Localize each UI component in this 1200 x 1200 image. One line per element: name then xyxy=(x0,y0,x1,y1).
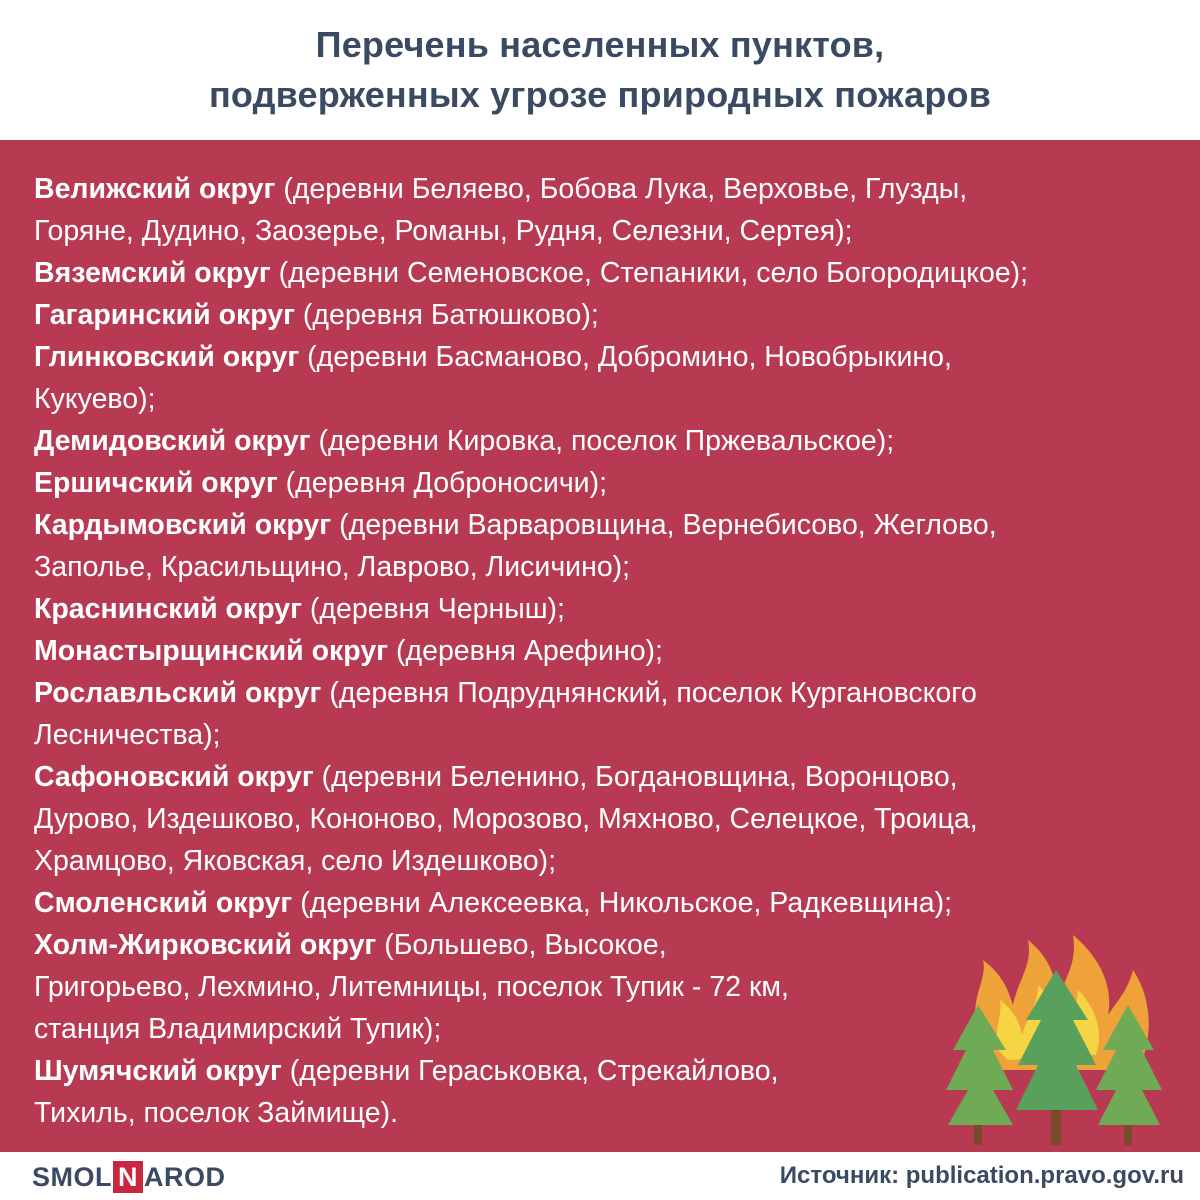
district-entry xyxy=(34,588,1184,630)
entry-line xyxy=(34,378,1184,420)
entry-line xyxy=(34,588,1184,630)
content-panel xyxy=(0,140,1200,1152)
settlement-names: Горяне, Дудино, Заозерье, Романы, Рудня, Селезни, Сертея); xyxy=(34,215,853,247)
settlement-names: (деревни Гераськовка, Стрекайлово, xyxy=(289,1055,779,1087)
settlement-names: Кукуево); xyxy=(34,383,156,415)
source-credit: Источник: publication.pravo.gov.ru xyxy=(779,1162,1184,1189)
entry-line xyxy=(34,756,1184,798)
district-name: Рославльский округ xyxy=(34,677,322,709)
district-entry xyxy=(34,168,1184,252)
smolnarod-logo[interactable] xyxy=(32,1161,226,1193)
district-name: Краснинский округ xyxy=(34,593,302,625)
settlement-names: станция Владимирский Тупик); xyxy=(34,1013,442,1045)
district-entry xyxy=(34,420,1184,462)
district-name: Сафоновский округ xyxy=(34,761,314,793)
district-entry xyxy=(34,462,1184,504)
district-name: Холм-Жирковский округ xyxy=(34,929,377,961)
settlement-names: Заполье, Красильщино, Лаврово, Лисичино); xyxy=(34,551,631,583)
district-name: Монастырщинский округ xyxy=(34,635,389,667)
district-entry xyxy=(34,672,1184,756)
entry-line xyxy=(34,252,1184,294)
entry-line xyxy=(34,420,1184,462)
settlement-names: (деревни Беляево, Бобова Лука, Верховье, Глузды, xyxy=(283,173,968,205)
district-name: Велижский округ xyxy=(34,173,276,205)
settlement-names: (деревни Беленино, Богдановщина, Воронцово, xyxy=(321,761,958,793)
district-name: Демидовский округ xyxy=(34,425,311,457)
district-name: Шумячский округ xyxy=(34,1055,282,1087)
settlement-names: Лесничества); xyxy=(34,719,221,751)
entry-line xyxy=(34,630,1184,672)
settlement-names: (деревня Подруднянский, поселок Кургановского xyxy=(329,677,977,709)
title-line-1: Перечень населенных пунктов, xyxy=(315,24,885,65)
district-name: Глинковский округ xyxy=(34,341,300,373)
settlement-names: Храмцово, Яковская, село Издешково); xyxy=(34,845,557,877)
settlement-names: (деревни Семеновское, Степаники, село Богородицкое); xyxy=(278,257,1029,289)
entry-line xyxy=(34,672,1184,714)
entry-line xyxy=(34,546,1184,588)
settlement-names: (Большево, Высокое, xyxy=(384,929,667,961)
entry-line xyxy=(34,168,1184,210)
district-name: Смоленский округ xyxy=(34,887,293,919)
settlement-names: (деревни Басманово, Добромино, Новобрыкино, xyxy=(307,341,952,373)
entry-line xyxy=(34,336,1184,378)
settlement-names: Дурово, Издешково, Кононово, Морозово, Мяхново, Селецкое, Троица, xyxy=(34,803,978,835)
logo-n-mark: N xyxy=(113,1161,143,1193)
entry-line xyxy=(34,840,1184,882)
settlement-names: (деревни Кировка, поселок Пржевальское); xyxy=(318,425,895,457)
entry-line xyxy=(34,714,1184,756)
settlement-names: (деревни Варваровщина, Вернебисово, Жеглово, xyxy=(339,509,997,541)
district-entry xyxy=(34,756,1184,882)
entry-line xyxy=(34,210,1184,252)
entry-line xyxy=(34,462,1184,504)
entry-line xyxy=(34,294,1184,336)
district-entry xyxy=(34,336,1184,420)
district-entry xyxy=(34,504,1184,588)
entry-line xyxy=(34,798,1184,840)
district-name: Кардымовский округ xyxy=(34,509,332,541)
district-entry xyxy=(34,294,1184,336)
settlement-names: (деревни Алексеевка, Никольское, Радкевщина); xyxy=(300,887,953,919)
settlement-names: (деревня Доброносичи); xyxy=(285,467,608,499)
logo-text-end: AROD xyxy=(144,1161,226,1192)
district-name: Ершичский округ xyxy=(34,467,278,499)
entry-line xyxy=(34,504,1184,546)
district-entry xyxy=(34,252,1184,294)
forest-fire-icon xyxy=(938,910,1178,1150)
footer xyxy=(0,1152,1200,1200)
district-entry xyxy=(34,630,1184,672)
settlement-names: Тихиль, поселок Займище). xyxy=(34,1097,399,1129)
settlement-names: Григорьево, Лехмино, Литемницы, поселок Тупик - 72 км, xyxy=(34,971,789,1003)
title-line-2: подверженных угрозе природных пожаров xyxy=(208,74,992,115)
settlement-names: (деревня Черныш); xyxy=(309,593,565,625)
settlement-names: (деревня Арефино); xyxy=(395,635,663,667)
district-name: Гагаринский округ xyxy=(34,299,295,331)
district-name: Вяземский округ xyxy=(34,257,271,289)
settlement-names: (деревня Батюшково); xyxy=(302,299,599,331)
header xyxy=(0,0,1200,140)
logo-text-start: SMOL xyxy=(32,1161,112,1192)
